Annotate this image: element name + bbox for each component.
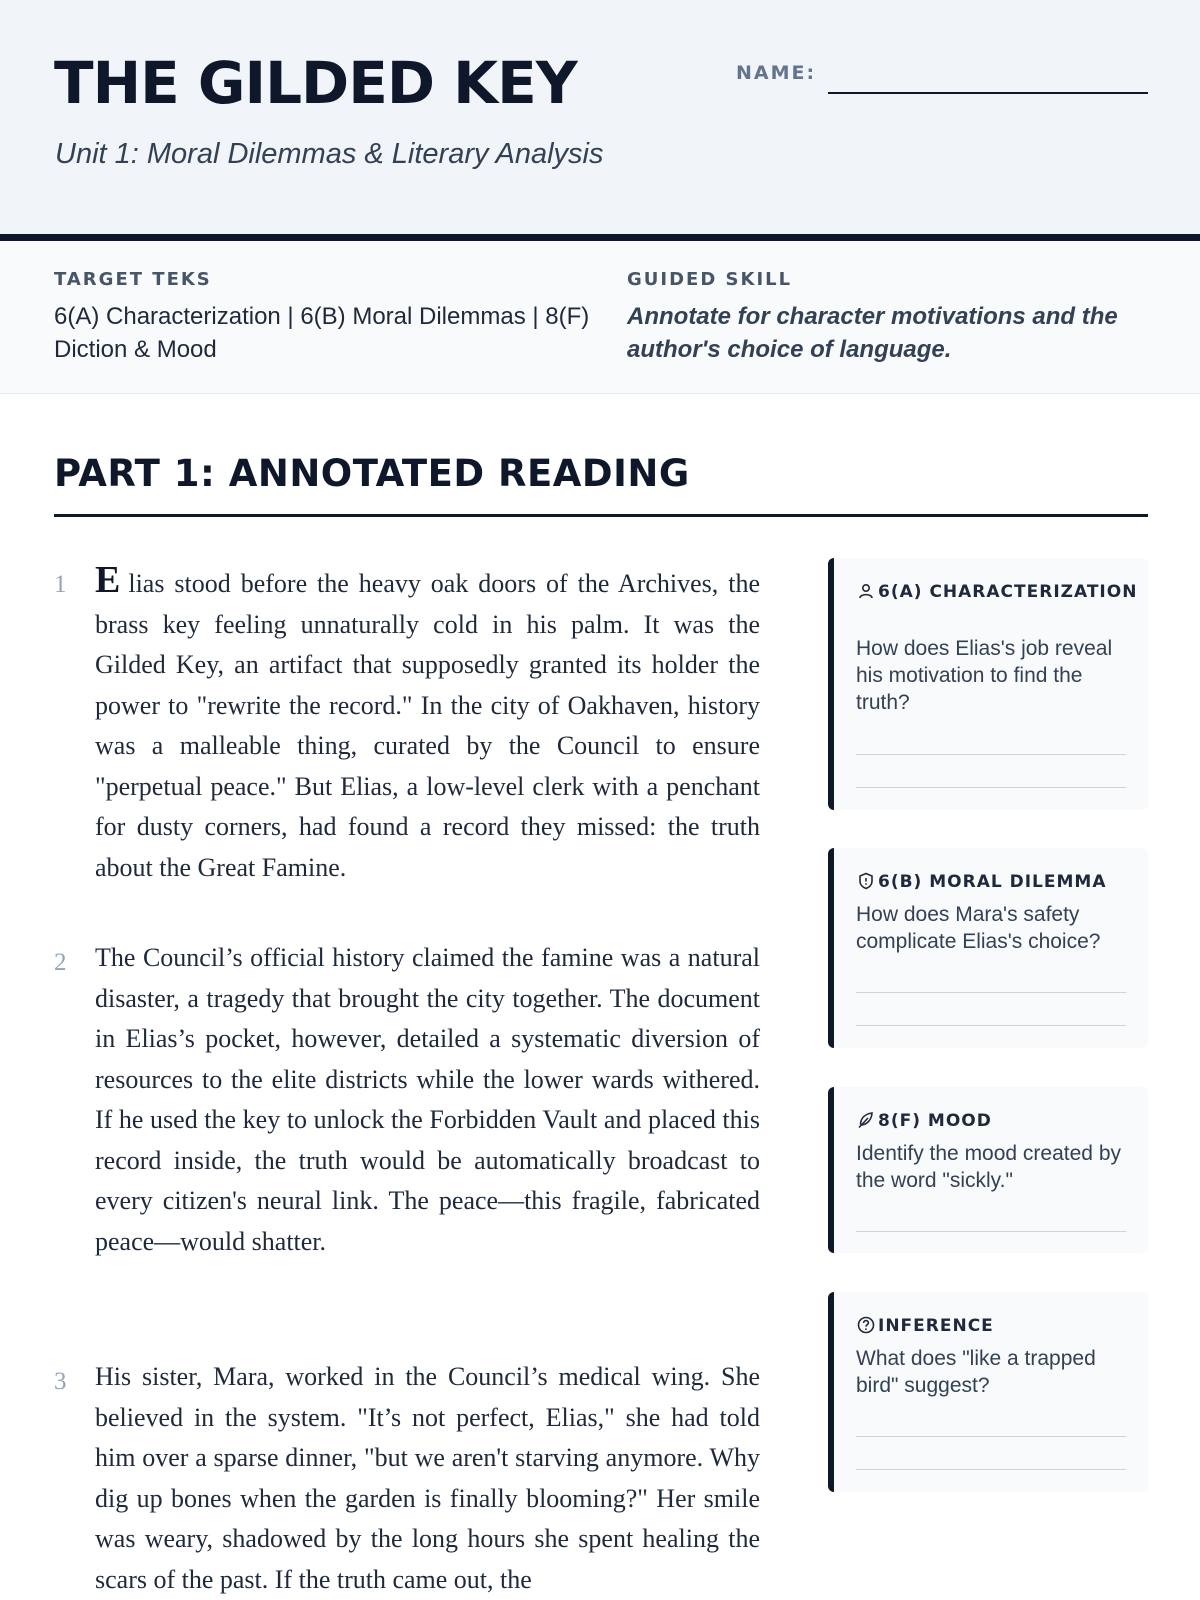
card-label: INFERENCE	[878, 1316, 994, 1336]
card-question: How does Elias's job reveal his motivation to find the truth?	[856, 637, 1113, 714]
annotation-card	[828, 848, 1148, 1048]
shield-icon	[856, 871, 876, 891]
answer-line[interactable]	[856, 1469, 1126, 1470]
part-divider	[54, 514, 1148, 517]
page-title: THE GILDED KEY	[54, 49, 577, 117]
paragraph-number: 3	[54, 1368, 67, 1395]
answer-line[interactable]	[856, 1436, 1126, 1437]
name-field-line[interactable]	[828, 92, 1148, 94]
name-label: NAME:	[736, 62, 817, 84]
part-heading: PART 1: ANNOTATED READING	[54, 452, 690, 495]
card-heading	[856, 1109, 1141, 1134]
card-label: 6(A) CHARACTERIZATION	[878, 582, 1138, 602]
reading-paragraph	[95, 560, 760, 888]
card-question: Identify the mood created by the word "sickly."	[856, 1142, 1121, 1192]
answer-line[interactable]	[856, 787, 1126, 788]
annotation-card	[828, 558, 1148, 810]
unit-subtitle: Unit 1: Moral Dilemmas & Literary Analysis	[55, 138, 604, 170]
paragraph-text: lias stood before the heavy oak doors of the Archives, the brass key feeling unnaturally cold in his palm. It was the Gilded Key, an artifact that supposedly granted its holder the power to "rewrite the record." In the city of Oakhaven, history was a malleable thing, curated by the Council to ensure "perpetual peace." But Elias, a low-level clerk with a penchant for dusty corners, had found a record they missed: the truth about the Great Famine.	[95, 569, 760, 882]
card-heading	[856, 580, 1141, 605]
reading-paragraph: The Council’s official history claimed the famine was a natural disaster, a tragedy that brought the city together. The document in Elias’s pocket, however, detailed a systematic diversion of resources to the elite districts while the lower wards withered. If he used the key to unlock the Forbidden Vault and placed this record inside, the truth would be automatically broadcast to every citizen's neural link. The peace—this fragile, fabricated peace—would shatter.	[95, 943, 760, 1256]
drop-cap: E	[95, 559, 121, 601]
card-label: 6(B) MORAL DILEMMA	[878, 872, 1107, 892]
answer-line[interactable]	[856, 1231, 1126, 1232]
card-label: 8(F) MOOD	[878, 1111, 992, 1131]
answer-line[interactable]	[856, 992, 1126, 993]
annotation-card	[828, 1292, 1148, 1492]
worksheet-header	[0, 0, 1200, 234]
paragraph-number: 2	[54, 949, 67, 976]
paragraph-number: 1	[54, 571, 67, 598]
header-divider	[0, 234, 1200, 241]
card-question: What does "like a trapped bird" suggest?	[856, 1347, 1096, 1397]
card-question: How does Mara's safety complicate Elias's choice?	[856, 903, 1101, 953]
annotation-card	[828, 1087, 1148, 1253]
teks-label: TARGET TEKS	[54, 269, 212, 290]
question-icon	[856, 1315, 876, 1335]
skill-text: Annotate for character motivations and the author's choice of language.	[627, 303, 1118, 363]
skill-label: GUIDED SKILL	[627, 269, 793, 290]
reading-paragraph: His sister, Mara, worked in the Council’s medical wing. She believed in the system. "It’s not perfect, Elias," she had told him over a sparse dinner, "but we aren't starving anymore. Why dig up bones when the garden is finally blooming?" Her smile was weary, shadowed by the long hours she spent healing the scars of the past. If the truth came out, the	[95, 1362, 760, 1594]
feather-icon	[856, 1110, 876, 1130]
answer-line[interactable]	[856, 754, 1126, 755]
answer-line[interactable]	[856, 1025, 1126, 1026]
card-heading	[856, 870, 1141, 895]
card-heading	[856, 1314, 1141, 1339]
person-icon	[856, 581, 876, 601]
teks-text: 6(A) Characterization | 6(B) Moral Dilemmas | 8(F) Diction & Mood	[54, 303, 590, 363]
